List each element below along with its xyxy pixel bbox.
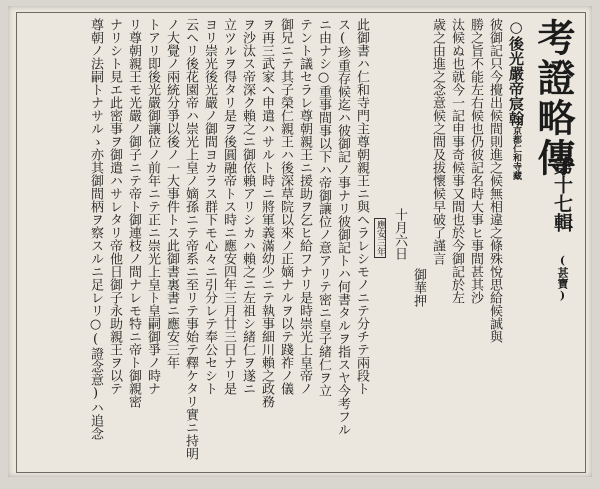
commentary-line-1: 此御書ハ仁和寺門主尊朝親王ニ與ヘラレシモノニテ分チテ兩段ト — [354, 18, 369, 395]
subject-marker: ○ — [507, 18, 525, 36]
commentary-line-14: ナリシト見エ此密事ヲ御遣ハサレタリ帝他日御子永助親王ヲ以テ — [107, 18, 122, 395]
signature: 御華押 — [411, 268, 426, 307]
volume-label: 第十七輯 — [551, 156, 573, 232]
commentary-line-4: テント議セラレ尊朝親王ニ援助ヲ乞ヒ給フナリ是時崇光上皇帝ノ — [297, 18, 312, 395]
document-page — [8, 6, 592, 477]
subject-heading — [504, 18, 528, 465]
commentary-line-5: 御兄ニテ其子榮仁親王ハ後深草院以來ノ正嫡ナルヲ以テ踐祚ノ儀 — [278, 18, 293, 395]
commentary-line-6: ヲ再三武家へ申遣ハサルト時ニ將軍義滿幼少ニテ執事細川賴之政務 — [259, 18, 274, 408]
commentary-line-7: ヲ沙汰ス帝深ク賴之ニ御依賴アリシカハ賴之ニ左祖シ緒仁ヲ遂ニ — [240, 18, 255, 395]
subject-note: (甚寶) — [556, 254, 569, 302]
commentary-line-9: ヨリ崇光後光嚴ノ御間ヨカラス群下モ心々ニ引分レテ奉公セシト — [202, 18, 217, 395]
document-title: 考證略傳 — [531, 18, 576, 178]
era-note-col — [371, 18, 390, 477]
volume-label-wrap — [550, 156, 574, 302]
commentary-line-3: ニ由ナシ○重事間事以下ハ帝御讓位ノ意アリテ密ニ皇子緒仁ヲ立 — [316, 18, 331, 397]
subject-source: 京都仁和寺藏 — [511, 126, 521, 180]
subject-name: 後光嚴帝宸翰 — [507, 36, 525, 126]
commentary-line-15: 尊朝ノ法嗣トナサルゝ亦其御間柄ヲ察スルニ足レリ○(證念意)ハ追念 — [88, 18, 103, 440]
letter-line-2: 勝之旨不能左右候也仍彼記名時大事ヒ事間甚其沙 — [468, 18, 483, 304]
letter-line-3: 汰候ぬ也就今一記申事奇候事又間也於今御記於左 — [449, 18, 464, 304]
letter-line-4: 歳之由進之念意候之間及拔懷候早破了謹言 — [430, 18, 445, 265]
letter-line-1: 彼御記只今攪出候間則進之候無相違之條殊悅思給候誠與 — [487, 18, 502, 343]
era-note: 應安三年 — [375, 220, 385, 256]
letter-date — [390, 18, 409, 477]
letter-date-text: 十月六日 — [392, 208, 407, 260]
commentary-line-8: 立ツルヲ得タリ是ヲ後圓融帝トス時ニ應安四年三月廿三日ナリ是 — [221, 18, 236, 395]
commentary-line-13: リ尊朝親王モ光嚴ノ御子ニテ帝ト御連枝ノ間ナレモ特ニ帝ト御親密 — [126, 18, 141, 408]
commentary-line-12: トアリ即後光嚴御讓位ノ前年ニテ正ニ崇光上皇ト皇嗣御爭ノ時ナ — [145, 18, 160, 395]
commentary-line-11: ノ大覺ノ兩統分爭以後ノ一大事件トス此御書裏書ニ應安三年 — [164, 18, 179, 369]
vertical-text-columns — [22, 18, 578, 465]
commentary-line-2: ス(珍重存候迄ハ彼御記ノ事ナリ彼御記トハ何書タルヲ指スヤ今考フル — [335, 18, 350, 436]
commentary-line-10: 云ヘリ後花園帝ハ崇光上皇ノ嫡孫ニテ帝系ニ至リテ事始テ釋ケタリ實ニ持明 — [183, 18, 198, 460]
